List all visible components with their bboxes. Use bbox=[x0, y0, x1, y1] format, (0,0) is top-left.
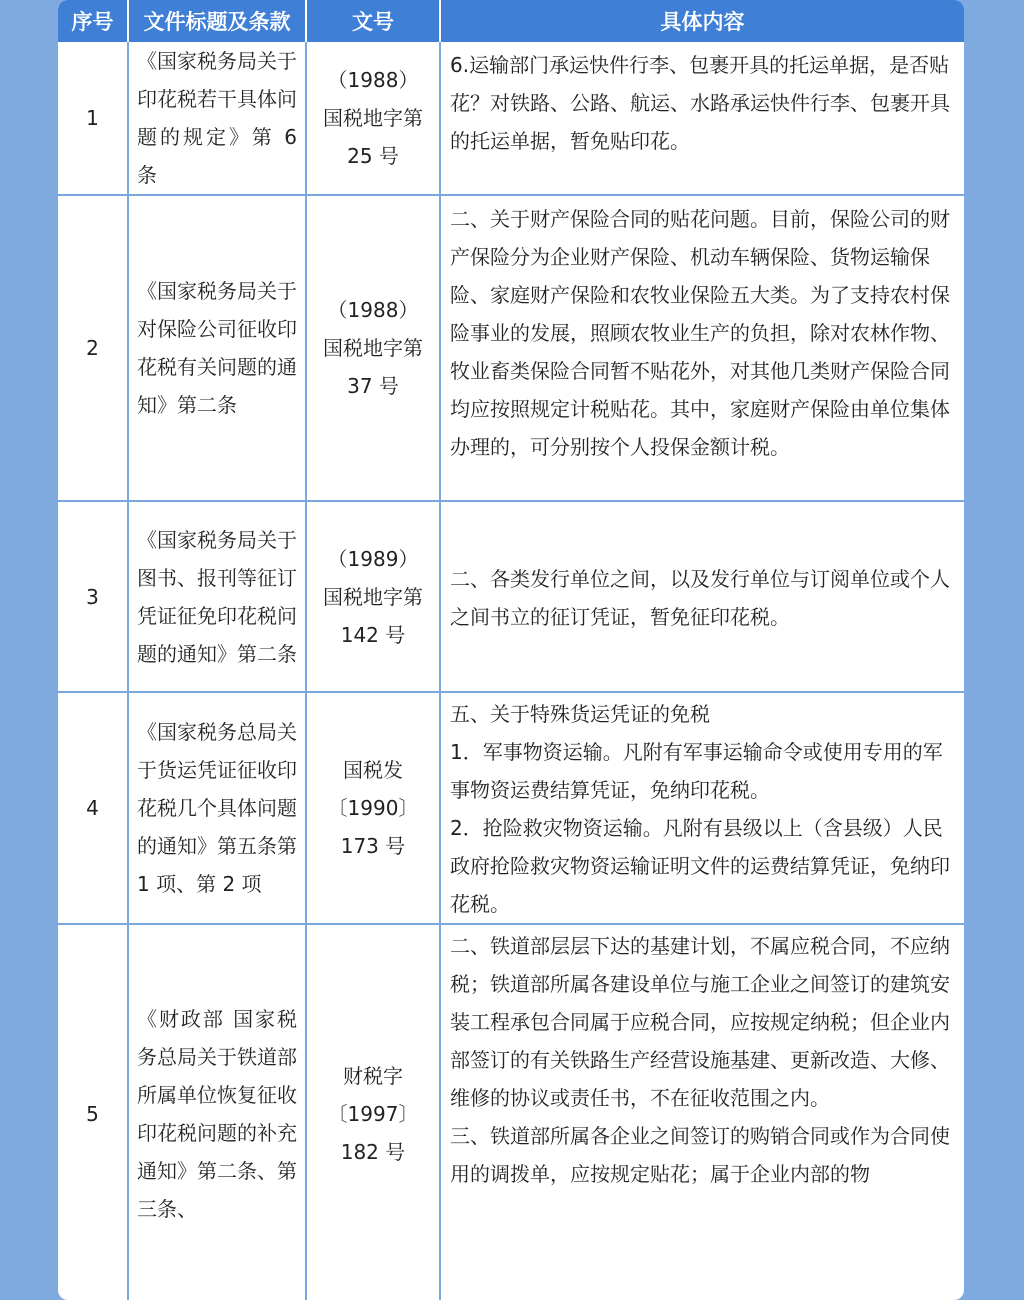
content-paragraph: 二、铁道部层层下达的基建计划，不属应税合同，不应纳税；铁道部所属各建设单位与施工企业之间签订的建筑安装工程承包合同属于应税合同，应按规定纳税；但企业内部签订的有关铁路生产经营设施基建、更新改造、大修、维修的协议或责任书，不在征收范围之内。 bbox=[450, 934, 950, 1110]
header-seq: 序号 bbox=[58, 0, 128, 42]
doc-no-line: 37 号 bbox=[347, 374, 399, 398]
content-paragraph: 1．军事物资运输。凡附有军事运输命令或使用专用的军事物资运费结算凭证，免纳印花税。 bbox=[450, 740, 943, 802]
doc-no-line: （1988） bbox=[327, 68, 419, 92]
row-seq: 3 bbox=[58, 501, 128, 692]
row-content bbox=[440, 692, 964, 924]
row-content bbox=[440, 42, 964, 195]
row-doc-no bbox=[306, 501, 440, 692]
table-row bbox=[58, 195, 964, 501]
content-paragraph: 三、铁道部所属各企业之间签订的购销合同或作为合同使用的调拨单，应按规定贴花；属于企业内部的物 bbox=[450, 1124, 950, 1186]
row-seq: 4 bbox=[58, 692, 128, 924]
doc-no-line: 国税地字第 bbox=[323, 336, 423, 360]
doc-no-line: 25 号 bbox=[347, 144, 399, 168]
doc-no-line: 182 号 bbox=[340, 1140, 406, 1164]
doc-no-line: 〔1997〕 bbox=[327, 1102, 419, 1126]
table-row bbox=[58, 42, 964, 195]
table-row bbox=[58, 924, 964, 1300]
doc-no-line: 国税发 bbox=[343, 758, 403, 782]
tax-exemption-table bbox=[58, 0, 964, 1300]
content-paragraph: 二、各类发行单位之间，以及发行单位与订阅单位或个人之间书立的征订凭证，暂免征印花税。 bbox=[450, 567, 950, 629]
row-title: 《国家税务局关于对保险公司征收印花税有关问题的通知》第二条 bbox=[128, 195, 306, 501]
row-seq: 1 bbox=[58, 42, 128, 195]
content-paragraph: 五、关于特殊货运凭证的免税 bbox=[450, 702, 710, 726]
row-content bbox=[440, 501, 964, 692]
table-card bbox=[58, 0, 964, 1300]
header-title: 文件标题及条款 bbox=[128, 0, 306, 42]
row-title: 《国家税务局关于印花税若干具体问题的规定》第 6 条 bbox=[128, 42, 306, 195]
row-seq: 5 bbox=[58, 924, 128, 1300]
row-title: 《国家税务局关于图书、报刊等征订凭证征免印花税问题的通知》第二条 bbox=[128, 501, 306, 692]
row-doc-no bbox=[306, 924, 440, 1300]
row-seq: 2 bbox=[58, 195, 128, 501]
doc-no-line: 国税地字第 bbox=[323, 106, 423, 130]
doc-no-line: （1989） bbox=[327, 546, 419, 571]
header-row bbox=[58, 0, 964, 42]
doc-no-line: 财税字 bbox=[343, 1064, 403, 1088]
doc-no-line: 173 号 bbox=[340, 834, 406, 858]
doc-no-line: （1988） bbox=[327, 298, 419, 322]
header-content: 具体内容 bbox=[440, 0, 964, 42]
doc-no-line: 〔1990〕 bbox=[327, 796, 419, 820]
content-paragraph: 二、关于财产保险合同的贴花问题。目前，保险公司的财产保险分为企业财产保险、机动车辆保险、货物运输保险、家庭财产保险和农牧业保险五大类。为了支持农村保险事业的发展，照顾农牧业生产的负担，除对农林作物、牧业畜类保险合同暂不贴花外，对其他几类财产保险合同均应按照规定计税贴花。其中，家庭财产保险由单位集体办理的，可分别按个人投保金额计税。 bbox=[450, 207, 950, 459]
header-doc-no: 文号 bbox=[306, 0, 440, 42]
table-row bbox=[58, 692, 964, 924]
row-doc-no bbox=[306, 42, 440, 195]
doc-no-line: 国税地字第 bbox=[323, 584, 423, 609]
row-content bbox=[440, 924, 964, 1300]
table-row bbox=[58, 501, 964, 692]
row-title: 《财政部 国家税务总局关于铁道部所属单位恢复征收印花税问题的补充通知》第二条、第三条、 bbox=[128, 924, 306, 1300]
row-title: 《国家税务总局关于货运凭证征收印花税几个具体问题的通知》第五条第 1 项、第 2 项 bbox=[128, 692, 306, 924]
table-header bbox=[58, 0, 964, 42]
row-doc-no bbox=[306, 692, 440, 924]
row-doc-no bbox=[306, 195, 440, 501]
doc-no-line: 142 号 bbox=[340, 622, 406, 647]
content-paragraph: 6.运输部门承运快件行李、包裹开具的托运单据，是否贴花？对铁路、公路、航运、水路承运快件行李、包裹开具的托运单据，暂免贴印花。 bbox=[450, 53, 950, 153]
content-paragraph: 2．抢险救灾物资运输。凡附有县级以上（含县级）人民政府抢险救灾物资运输证明文件的运费结算凭证，免纳印花税。 bbox=[450, 816, 950, 916]
row-content bbox=[440, 195, 964, 501]
